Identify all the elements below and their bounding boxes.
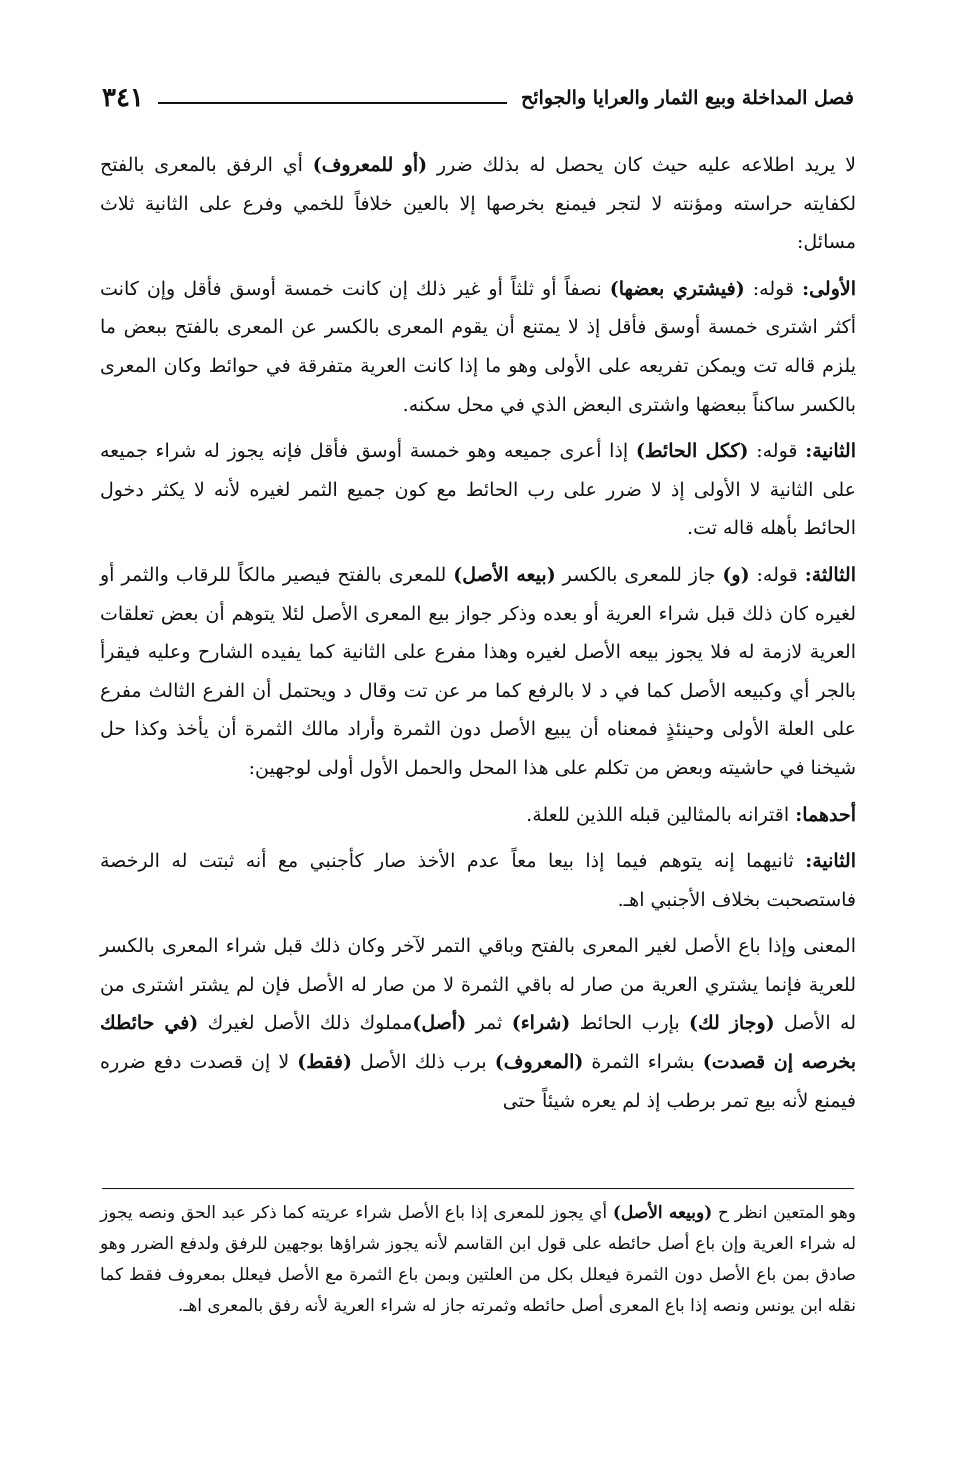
paragraph — [100, 270, 856, 424]
bold-term: الثانية: — [805, 440, 856, 463]
text-run: قوله: — [748, 440, 806, 463]
text-run: نصفاً أو ثلثاً أو غير ذلك إن كانت خمسة أوسق فأقل وإن كانت أكثر اشترى خمسة أوسق فأقل إذ لا يمتنع أن يقوم المعرى بالكسر عن المعرى بالفتح ببعض ما يلزم قاله تت ويمكن تفريعه على الأولى وهو ما إذا كانت العرية متفرقة في حوائط وكان المعرى بالكسر ساكناً ببعضها واشترى البعض الذي في محل سكنه. — [100, 277, 856, 416]
main-text — [100, 146, 856, 1128]
bold-term: (وبيعه الأصل) — [612, 1203, 713, 1223]
text-run: ثانيهما إنه يتوهم فيما إذا بيعا معاً عدم الأخذ صار كأجنبي مع أنه ثبتت له الرخصة فاستصحبت بخلاف الأجنبي اهـ. — [100, 850, 856, 911]
paragraph — [100, 146, 856, 262]
bold-term: (بيعه الأصل) — [453, 563, 556, 586]
text-run: بإرب الحائط — [570, 1012, 690, 1035]
page-number: ٣٤١ — [102, 83, 144, 113]
bold-term: (فيشتري بعضها) — [609, 277, 745, 300]
text-run: أي الرفق بالمعرى بالفتح لكفايته حراسته ومؤنته لا لتجر فيمنع بخرصها إلا بالعين خلافاً للخمي وفرع على الثانية ثلاث مسائل: — [100, 154, 856, 254]
text-run: ثمر — [466, 1012, 512, 1035]
text-run: للمعرى بالفتح فيصير مالكاً للرقاب والثمر أو لغيره كان ذلك قبل شراء العرية أو بعده وذكر جواز بيع المعرى الأصل لئلا يتوهم أن بعض تعلقات العرية لازمة له فلا يجوز بيعه الأصل لغيره وهذا مفرع على الثانية كما يفيده الشارح وعليه فيقرأ بالجر أي وكبيعه الأصل كما في د لا بالرفع كما مر عن تت وقال د ويحتمل أن الفرع الثالث مفرع على العلة الأولى وحينئذٍ فمعناه أن يبيع الأصل دون الثمرة وأراد مالك الثمرة أن يأخذ وكذا حل شيخنا في حاشيته وبعض من تكلم على هذا المحل والحمل الأول أولى لوجهين: — [100, 563, 856, 779]
paragraph — [100, 927, 856, 1120]
bold-term: (ككل الحائط) — [635, 440, 749, 463]
bold-term: (أو للمعروف) — [312, 154, 428, 176]
footnote — [100, 1198, 856, 1322]
bold-term: (شراء) — [511, 1012, 571, 1035]
running-title: فصل المداخلة وبيع الثمار والعرايا والجوائح — [520, 87, 854, 109]
text-run: مملوك ذلك الأصل لغيرك — [198, 1012, 413, 1035]
bold-term: الأولى: — [802, 277, 856, 300]
paragraph — [100, 432, 856, 548]
text-run: قوله: — [749, 563, 805, 586]
paragraph — [100, 796, 856, 835]
text-run: لا يريد اطلاعه عليه حيث كان يحصل له بذلك ضرر — [427, 154, 856, 176]
text-run: وهو المتعين انظر ح — [712, 1203, 856, 1223]
bold-term: أحدهما: — [795, 803, 856, 826]
bold-term: (وجاز لك) — [689, 1012, 775, 1035]
text-run: أي يجوز للمعرى إذا باع الأصل شراء عريته كما ذكر عبد الحق ونصه يجوز له شراء العرية وإن باع أصل حائطه على قول ابن القاسم لأنه يجوز شراؤها بوجهين للرفق ولدفع الضرر وهو صادق بمن باع الأصل دون الثمرة فيعلل بكل من العلتين وبمن باع الثمرة مع الأصل فيعلل بمعروف فقط كما نقله ابن يونس ونصه إذا باع المعرى أصل حائطه وثمرته جاز له شراء العرية لأنه رفق بالمعرى اهـ. — [100, 1203, 856, 1316]
bold-term: (أصل) — [412, 1012, 467, 1035]
bold-term: (في حائطك بخرصه إن قصدت) — [100, 1012, 857, 1074]
text-run: قوله: — [744, 277, 803, 300]
bold-term: (و) — [722, 563, 750, 586]
page-header — [102, 78, 854, 118]
text-run: لا إن قصدت دفع ضرره فيمنع لأنه بيع تمر برطب إذ لم يعره شيئاً حتى — [100, 1051, 856, 1112]
text-run: اقترانه بالمثالين قبله اللذين للعلة. — [526, 803, 796, 826]
bold-term: الثالثة: — [804, 563, 857, 586]
paragraph — [100, 842, 856, 919]
footnote-separator — [102, 1188, 854, 1189]
header-rule — [158, 102, 507, 104]
text-run: بشراء الثمرة — [583, 1051, 703, 1074]
paragraph — [100, 556, 856, 788]
text-run: جاز للمعرى بالكسر — [555, 563, 723, 586]
footnote-paragraph — [100, 1198, 856, 1322]
bold-term: (المعروف) — [494, 1051, 584, 1074]
bold-term: (فقط) — [297, 1051, 352, 1074]
text-run: برب ذلك الأصل — [351, 1051, 495, 1074]
text-run: إذا أعرى جميعه وهو خمسة أوسق فأقل فإنه يجوز له شراء جميعه على الثانية لا الأولى إذ لا ضرر على رب الحائط مع كون جميع الثمر لغيره لأنه لا يكثر دخول الحائط بأهله قاله تت. — [100, 440, 856, 540]
bold-term: الثانية: — [805, 850, 856, 873]
text-run: المعنى وإذا باع الأصل لغير المعرى بالفتح وباقي التمر لآخر وكان ذلك قبل شراء المعرى بالكسر للعرية فإنما يشتري العرية من صار له باقي الثمرة لا من صار له الأصل فإن لم يشتر اشترى من له الأصل — [100, 935, 856, 1035]
